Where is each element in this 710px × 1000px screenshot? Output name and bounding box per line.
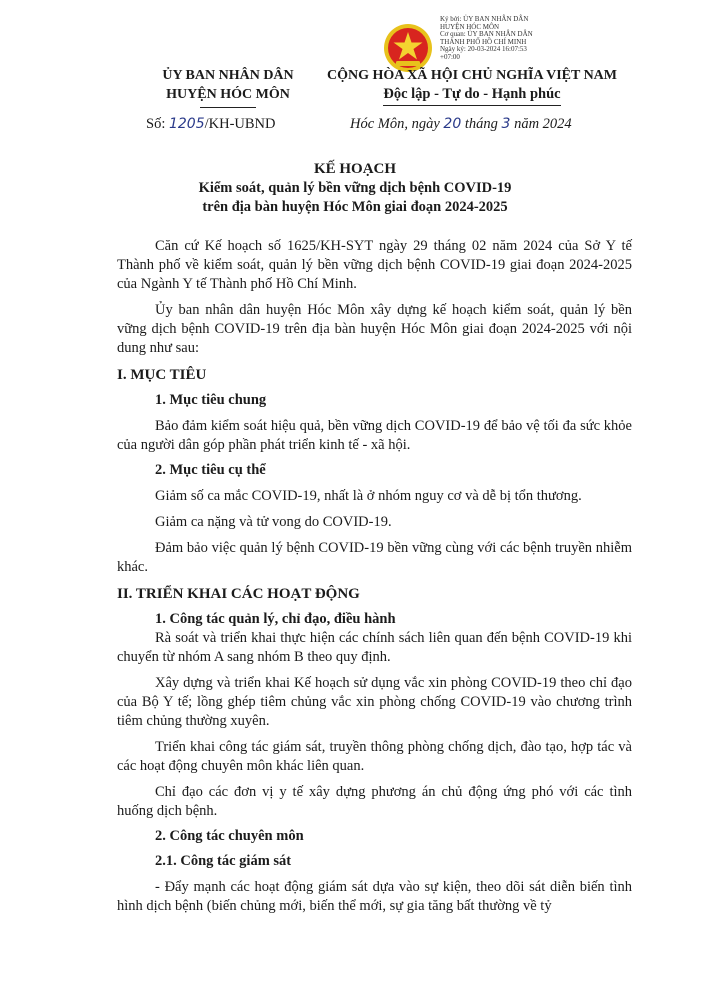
subsection-heading: 1. Công tác quản lý, chỉ đạo, điều hành — [155, 611, 396, 627]
paragraph: Rà soát và triển khai thực hiện các chính sách liên quan đến bệnh COVID-19 khi chuyển từ nhóm A sang nhóm B theo quy định. — [117, 630, 632, 665]
paragraph: Triển khai công tác giám sát, truyền thông phòng chống dịch, đào tạo, hợp tác và các hoạt động chuyên môn khác liên quan. — [117, 739, 632, 774]
paragraph: Ủy ban nhân dân huyện Hóc Môn xây dựng kế hoạch kiểm soát, quản lý bền vững dịch bệnh COVID-19 trên địa bàn huyện Hóc Môn giai đoạn 2024-2025 với nội dung như sau: — [117, 302, 632, 356]
handwritten-day: 20 — [443, 116, 462, 132]
subsection-heading: 1. Mục tiêu chung — [155, 392, 267, 408]
subsection-heading: 2. Mục tiêu cụ thể — [155, 462, 266, 478]
paragraph: - Đẩy mạnh các hoạt động giám sát dựa vào sự kiện, theo dõi sát diễn biến tình hình dịch bệnh (biến chủng mới, biến thể mới, sự gia tăng bất thường về tỷ — [117, 879, 632, 914]
national-motto: Độc lập - Tự do - Hạnh phúc — [383, 85, 560, 106]
national-header: CỘNG HÒA XÃ HỘI CHỦ NGHĨA VIỆT NAM Độc lập - Tự do - Hạnh phúc — [322, 66, 622, 106]
paragraph: Bảo đảm kiểm soát hiệu quả, bền vững dịch COVID-19 để bảo vệ tối đa sức khỏe của người dân góp phần phát triển kinh tế - xã hội. — [117, 418, 632, 453]
document-title: KẾ HOẠCH Kiểm soát, quản lý bền vững dịch bệnh COVID-19 trên địa bàn huyện Hóc Môn giai đoạn 2024-2025 — [198, 161, 512, 215]
document-number: Số: 1205/KH-UBND — [146, 116, 276, 132]
paragraph: Đảm bảo việc quản lý bệnh COVID-19 bền vững cùng với các bệnh truyền nhiễm khác. — [117, 540, 632, 575]
subsection-heading: 2.1. Công tác giám sát — [155, 853, 292, 869]
paragraph: Xây dựng và triển khai Kế hoạch sử dụng vắc xin phòng COVID-19 theo chỉ đạo của Bộ Y tế; lồng ghép tiêm chủng vắc xin phòng chống COVID-19 vào chương trình tiêm chủng thường xuyên. — [117, 675, 632, 729]
digital-signature-info: Ký bởi: ỦY BAN NHÂN DÂN HUYỆN HÓC MÔN Cơ quan: ỦY BAN NHÂN DÂN THÀNH PHỐ HỒ CHÍ MINH Ngày ký: 20-03-2024 16:07:53 +07:00 — [440, 15, 533, 61]
document-body — [117, 237, 632, 916]
paragraph: Giảm ca nặng và tử vong do COVID-19. — [155, 514, 392, 530]
issuing-agency: ỦY BAN NHÂN DÂN HUYỆN HÓC MÔN — [118, 66, 338, 108]
subsection-heading: 2. Công tác chuyên môn — [155, 828, 304, 844]
document-date: Hóc Môn, ngày 20 tháng 3 năm 2024 — [350, 116, 572, 132]
paragraph: Căn cứ Kế hoạch số 1625/KH-SYT ngày 29 tháng 02 năm 2024 của Sở Y tế Thành phố về kiểm soát, quản lý bền vững dịch bệnh COVID-19 giai đoạn 2024-2025 của Ngành Y tế Thành phố Hồ Chí Minh. — [117, 238, 632, 292]
section-heading: I. MỤC TIÊU — [117, 367, 207, 383]
handwritten-month: 3 — [501, 116, 511, 132]
handwritten-number: 1205 — [168, 116, 205, 132]
paragraph: Giảm số ca mắc COVID-19, nhất là ở nhóm nguy cơ và dễ bị tổn thương. — [155, 488, 582, 504]
agency-underline — [200, 107, 256, 108]
paragraph: Chỉ đạo các đơn vị y tế xây dựng phương án chủ động ứng phó với các tình huống dịch bệnh. — [117, 784, 632, 819]
section-heading: II. TRIỂN KHAI CÁC HOẠT ĐỘNG — [117, 586, 360, 602]
